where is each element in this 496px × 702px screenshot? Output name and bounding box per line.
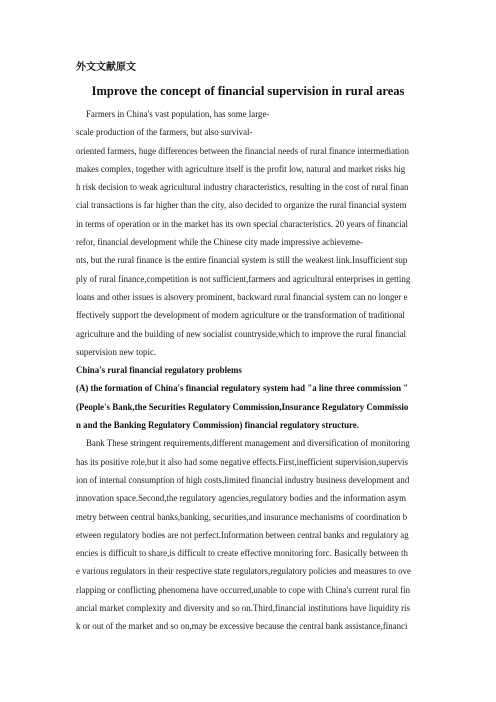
document-title: Improve the concept of financial supervision in rural areas	[91, 84, 405, 98]
paragraph-line: cial transactions is far higher than the city, also decided to organize the rural financial system	[76, 200, 407, 211]
paragraph-line: has its positive role,but it also had some negative effects.First,inefficient supervision,supervis	[76, 456, 408, 467]
paragraph-line: oriented farmers, huge differences between the financial needs of rural finance intermediation	[76, 145, 409, 156]
subsection-heading-line: (A) the formation of China's financial regulatory system had "a line three commission "	[76, 383, 409, 394]
subsection-heading-line: (People's Bank,the Securities Regulatory Commission,Insurance Regulatory Commissio	[76, 401, 409, 412]
paragraph-line: ancial market complexity and diversity and so on.Third,financial institutions have liquidity ris	[76, 603, 410, 614]
paragraph-line: in terms of operation or in the market has its own special characteristics. 20 years of financial	[76, 218, 408, 229]
paragraph-line: encies is difficult to share,is difficult to create effective monitoring forc. Basically between th	[76, 548, 408, 559]
paragraph-line: makes complex, together with agriculture itself is the profit low, natural and market risks hig	[76, 163, 406, 174]
paragraph-line: Bank These stringent requirements,different management and diversification of monitoring	[86, 438, 410, 449]
paragraph-line: ion of internal consumption of high costs,limited financial industry business development and	[76, 474, 410, 485]
paragraph-line: ffectively support the development of modern agriculture or the transformation of traditional	[76, 310, 405, 321]
paragraph-line: loans and other issues is alsovery prominent, backward rural financial system can no longer e	[76, 291, 408, 302]
paragraph-line: metry between central banks,banking, securities,and insurance mechanisms of coordination b	[76, 511, 408, 522]
paragraph-line: ply of rural finance,competition is not sufficient,farmers and agricultural enterprises in getting	[76, 273, 411, 284]
paragraph-line: supervision new topic.	[76, 346, 157, 357]
paragraph-line: h risk decision to weak agricultural industry characteristics, resulting in the cost of rural finan	[76, 182, 409, 193]
paragraph-line: agriculture and the building of new socialist countryside,which to improve the rural financial	[76, 328, 407, 339]
section-heading: China's rural financial regulatory problems	[76, 365, 242, 376]
paragraph-line: scale production of the farmers, but also survival-	[76, 127, 253, 138]
paragraph-line: Farmers in China's vast population, has some large-	[86, 109, 270, 119]
paragraph-line: rlapping or conflicting phenomena have occurred,unable to cope with China's current rural fin	[76, 584, 411, 595]
document-header: 外文文献原文	[76, 62, 136, 73]
document-body	[76, 105, 422, 636]
paragraph-line: refor, financial development while the Chinese city made impressive achieveme-	[76, 237, 363, 248]
paragraph-line: k or out of the market and so on,may be excessive because the central bank assistance,financi	[76, 621, 408, 632]
paragraph-line: etween regulatory bodies are not perfect.Information between central banks and regulatory ag	[76, 529, 409, 540]
subsection-heading-line: n and the Banking Regulatory Commission) financial regulatory structure.	[76, 420, 359, 431]
paragraph-line: nts, but the rural finance is the entire financial system is still the weakest link.Insufficient sup	[76, 255, 408, 266]
paragraph-line: e various regulators in their respective state regulators,regulatory policies and measures to ove	[76, 566, 411, 577]
paragraph-line: innovation space.Second,the regulatory agencies,regulatory bodies and the information asym	[76, 493, 407, 504]
